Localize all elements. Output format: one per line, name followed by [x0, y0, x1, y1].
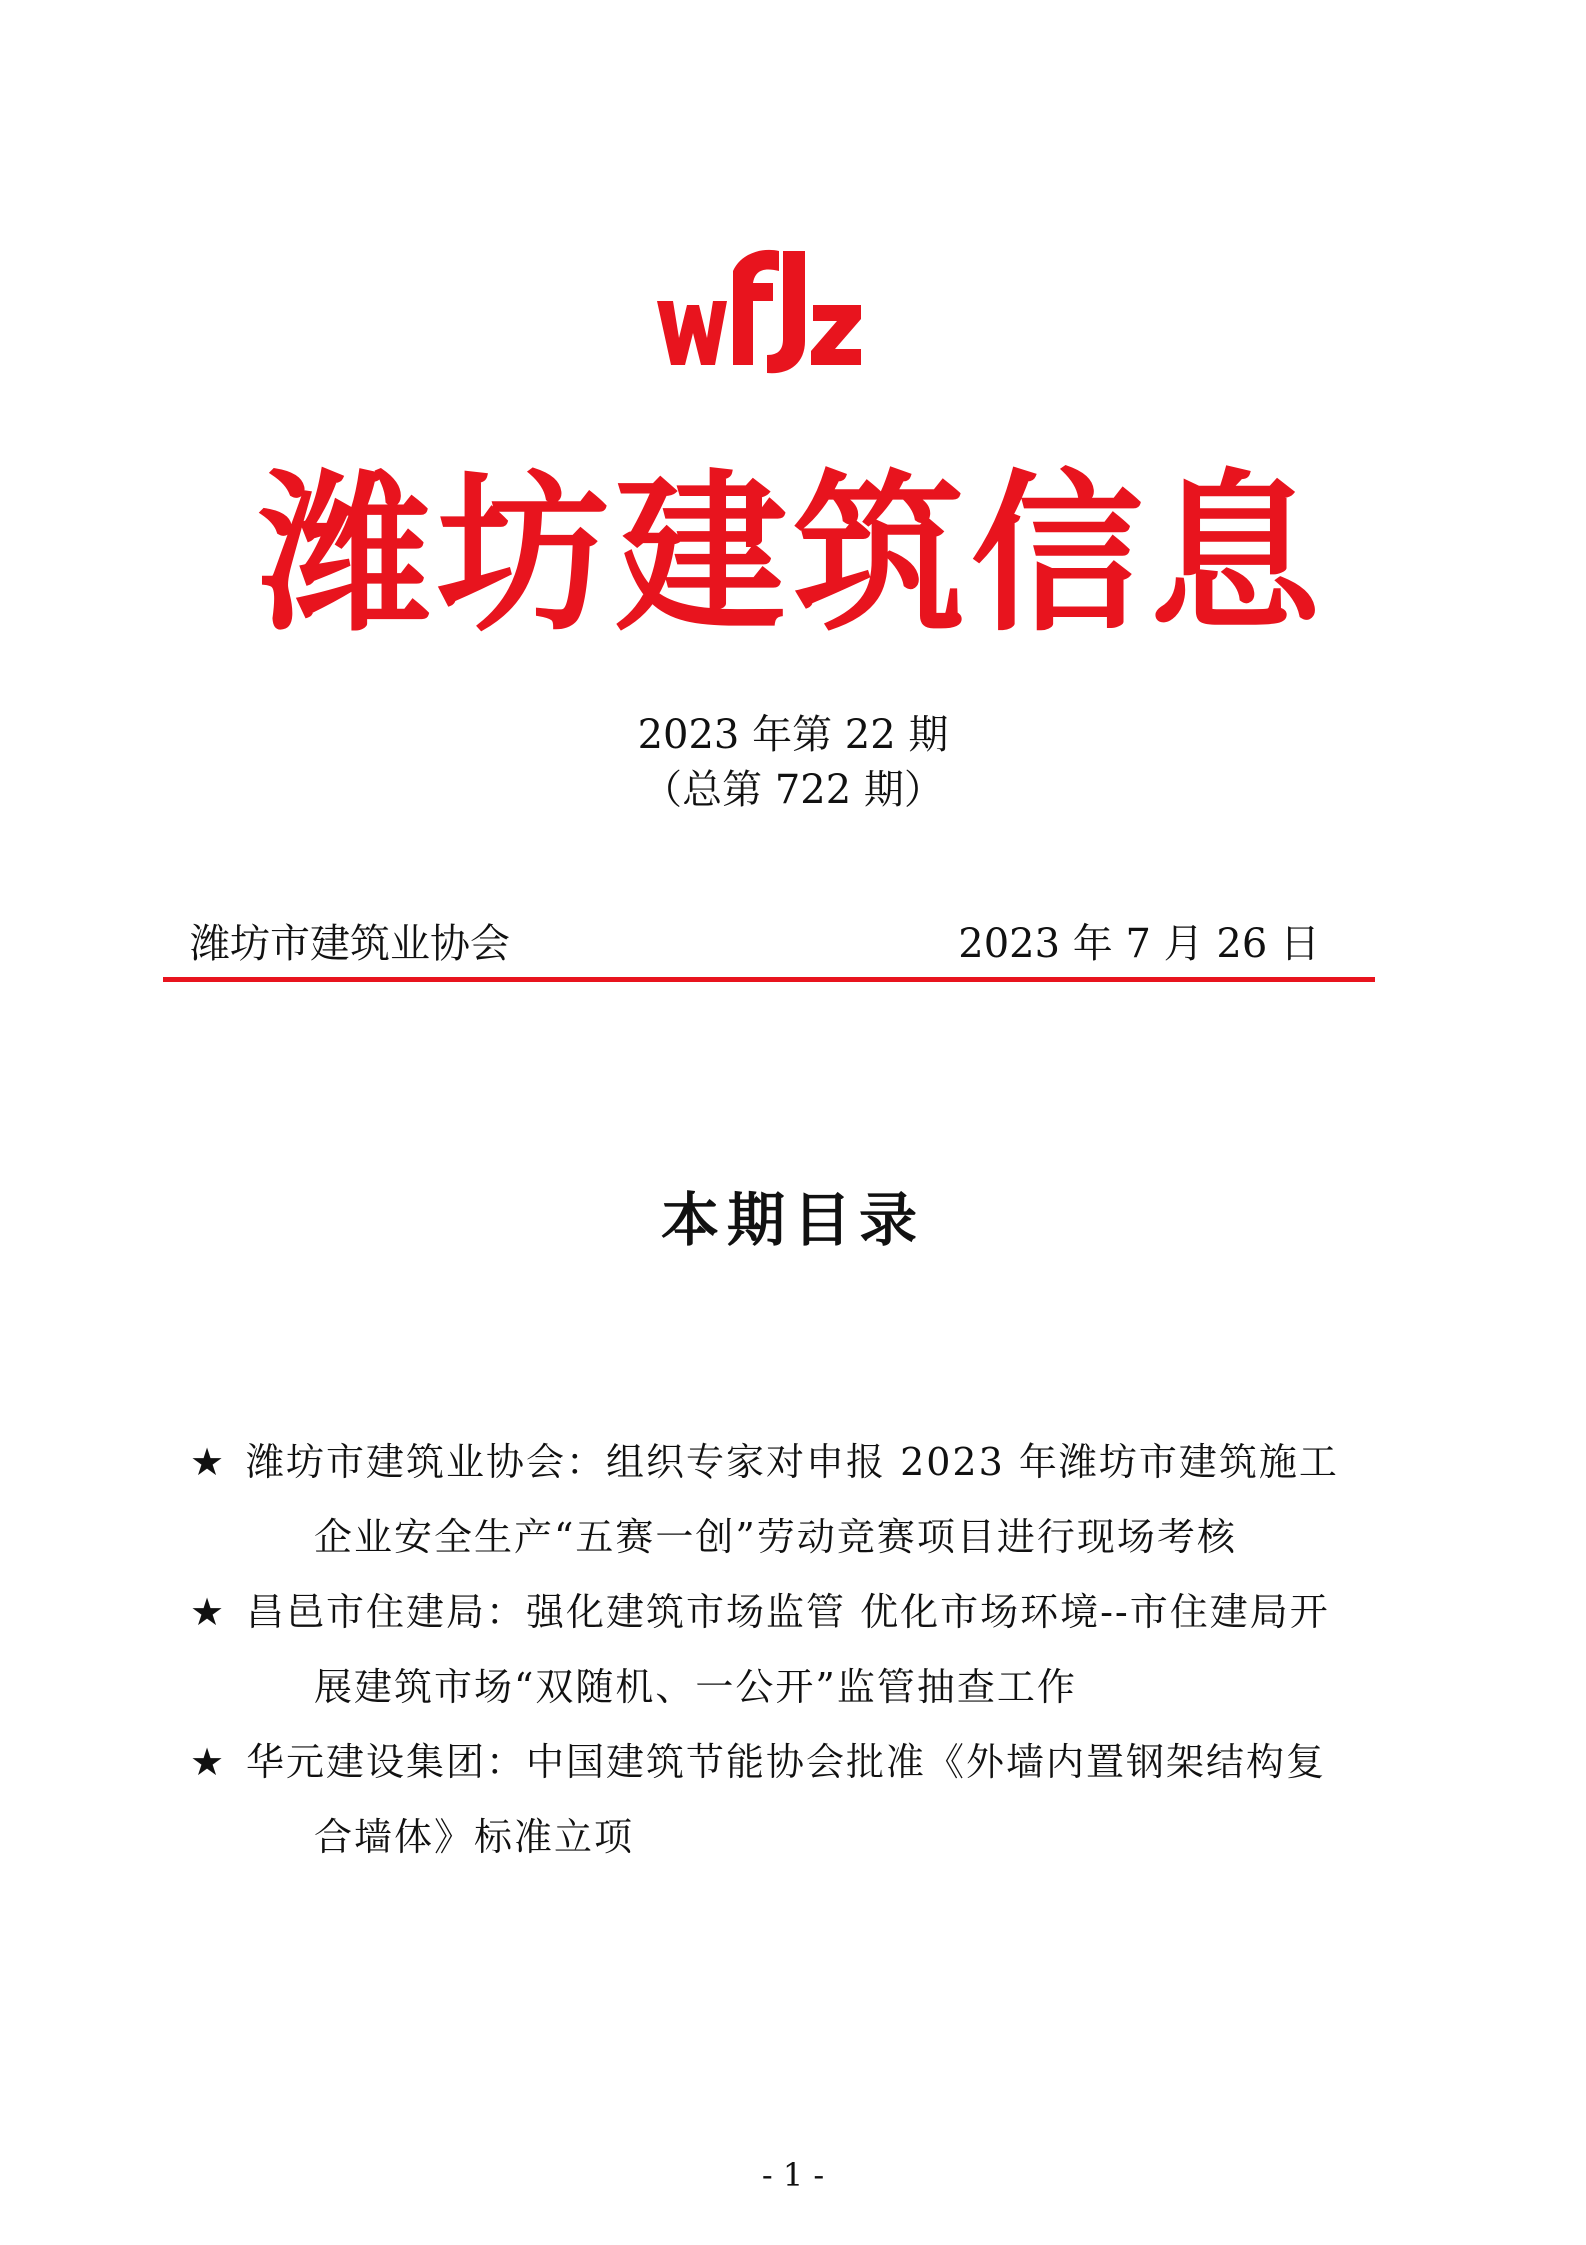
toc-item-line: 合墙体》标准立项: [314, 1815, 635, 1859]
toc-item-line: 华元建设集团：中国建筑节能协会批准《外墙内置钢架结构复: [246, 1740, 1327, 1784]
wfjz-logo-icon: [655, 243, 865, 378]
page-number: - 1 -: [761, 2156, 825, 2194]
toc-item: [190, 1425, 1420, 1575]
toc-item: [190, 1575, 1420, 1725]
star-bullet-icon: ★: [190, 1740, 227, 1784]
total-issue-number: （总第 722 期）: [642, 767, 944, 813]
publisher-name: 潍坊市建筑业协会: [190, 921, 510, 967]
publication-title: 潍坊建筑信息: [259, 454, 1327, 655]
toc-item-line: 昌邑市住建局：强化建筑市场监管 优化市场环境--市住建局开: [246, 1590, 1330, 1634]
toc-heading: 本期目录: [660, 1186, 925, 1254]
toc-item-line: 展建筑市场“双随机、一公开”监管抽查工作: [314, 1665, 1077, 1709]
publisher-row: [190, 917, 1320, 971]
star-bullet-icon: ★: [190, 1440, 227, 1484]
toc-list: [190, 1425, 1420, 1875]
issue-number: 2023 年第 22 期: [637, 712, 949, 758]
toc-item: [190, 1725, 1420, 1875]
star-bullet-icon: ★: [190, 1590, 227, 1634]
toc-item-line: 企业安全生产“五赛一创”劳动竞赛项目进行现场考核: [314, 1515, 1237, 1559]
toc-item-line: 潍坊市建筑业协会：组织专家对申报 2023 年潍坊市建筑施工: [246, 1440, 1339, 1484]
publish-date: 2023 年 7 月 26 日: [958, 921, 1320, 967]
header-divider: [163, 977, 1375, 982]
